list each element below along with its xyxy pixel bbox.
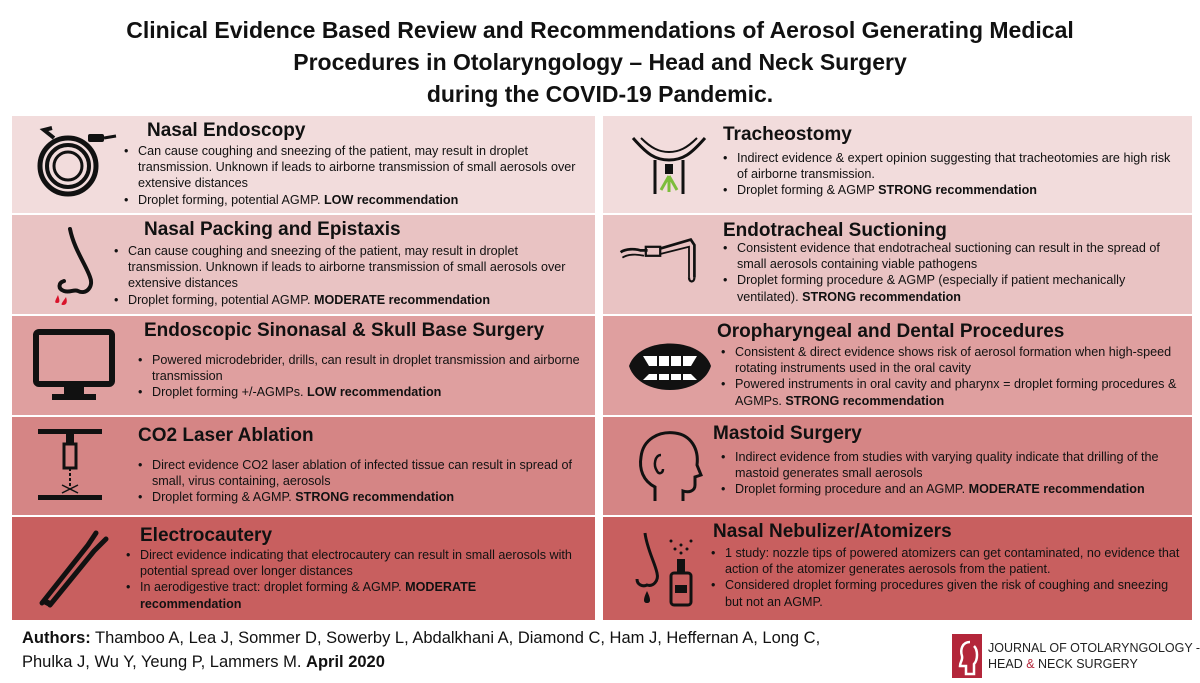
panel-title: Endoscopic Sinonasal & Skull Base Surgery bbox=[144, 320, 545, 341]
bullet: • Can cause coughing and sneezing of the patient, may result in droplet transmission. Unknown if leads to airborne transmission of small aerosols over extensive distances bbox=[124, 143, 582, 192]
panel-title: Nasal Endoscopy bbox=[147, 120, 306, 141]
publication-date: April 2020 bbox=[306, 653, 385, 671]
bullet: • Considered droplet forming procedures given the risk of coughing and sneezing but not an AGMP. bbox=[711, 577, 1187, 609]
bullet: • Indirect evidence from studies with varying quality indicate that drilling of the mastoid generates small aerosols bbox=[721, 449, 1187, 481]
authors-label: Authors: bbox=[22, 629, 91, 647]
panel-electrocautery bbox=[12, 517, 595, 620]
cautery-forceps-icon bbox=[30, 529, 120, 609]
bullet: • Droplet forming & AGMP STRONG recommendation bbox=[723, 182, 1183, 198]
bullet-list bbox=[723, 240, 1185, 305]
title-line-3: during the COVID-19 Pandemic. bbox=[426, 81, 774, 107]
nose-bleed-icon bbox=[30, 225, 120, 305]
bullet-list bbox=[721, 344, 1187, 409]
nose-atomizer-icon bbox=[625, 529, 715, 609]
journal-logo-mark bbox=[952, 634, 982, 678]
panel-title: Nasal Nebulizer/Atomizers bbox=[713, 521, 952, 542]
page-title bbox=[0, 14, 1200, 110]
panel-co2-laser bbox=[12, 417, 595, 515]
head-ear-icon bbox=[625, 425, 715, 505]
bullet: • Direct evidence indicating that electrocautery can result in small aerosols with potential spread over longer distances bbox=[126, 547, 580, 579]
bullet: • Direct evidence CO2 laser ablation of infected tissue can result in spread of small, virus containing, aerosols bbox=[138, 457, 584, 489]
panel-title: Tracheostomy bbox=[723, 124, 852, 145]
panel-title: Endotracheal Suctioning bbox=[723, 220, 947, 241]
bullet: • Consistent & direct evidence shows risk of aerosol formation when high-speed rotating instruments used in the oral cavity bbox=[721, 344, 1187, 376]
monitor-icon bbox=[30, 326, 120, 406]
suction-hand-icon bbox=[617, 223, 707, 303]
bullet: • In aerodigestive tract: droplet forming & AGMP. MODERATE recommendation bbox=[126, 579, 580, 611]
panel-title: Electrocautery bbox=[140, 525, 273, 546]
bullet: • Consistent evidence that endotracheal suctioning can result in the spread of small aerosols containing viable pathogens bbox=[723, 240, 1185, 272]
panel-title: Oropharyngeal and Dental Procedures bbox=[717, 321, 1065, 342]
authors-footer bbox=[22, 626, 852, 674]
bullet-list bbox=[138, 457, 584, 506]
panel-title: Nasal Packing and Epistaxis bbox=[144, 219, 401, 240]
right-column bbox=[603, 116, 1192, 620]
panel-title: CO2 Laser Ablation bbox=[138, 425, 314, 446]
panel-tracheostomy bbox=[603, 116, 1192, 213]
bullet-list bbox=[124, 143, 582, 208]
bullet: • Droplet forming procedure & AGMP (especially if patient mechanically ventilated). STRONG recommendation bbox=[723, 272, 1185, 304]
bullet: • Droplet forming, potential AGMP. MODERATE recommendation bbox=[114, 292, 584, 308]
endoscope-coil-icon bbox=[30, 124, 120, 204]
left-column bbox=[12, 116, 595, 620]
bullet-list bbox=[138, 352, 584, 401]
bullet-list bbox=[114, 243, 584, 308]
bullet: • Droplet forming & AGMP. STRONG recommendation bbox=[138, 489, 584, 505]
mouth-teeth-icon bbox=[625, 326, 715, 406]
bullet-list bbox=[721, 449, 1187, 498]
bullet: • Droplet forming, potential AGMP. LOW recommendation bbox=[124, 192, 582, 208]
panel-nasal-nebulizer bbox=[603, 517, 1192, 620]
bullet: • Droplet forming procedure and an AGMP. MODERATE recommendation bbox=[721, 481, 1187, 497]
bullet-list bbox=[723, 150, 1183, 199]
laser-icon bbox=[30, 425, 120, 505]
title-line-1: Clinical Evidence Based Review and Recommendations of Aerosol Generating Medical bbox=[126, 17, 1074, 43]
bullet: • Powered microdebrider, drills, can result in droplet transmission and airborne transmission bbox=[138, 352, 584, 384]
authors-list: Thamboo A, Lea J, Sommer D, Sowerby L, Abdalkhani A, Diamond C, Ham J, Heffernan A, Long C, Phulka J, Wu Y, Yeung P, Lammers M. bbox=[22, 629, 821, 671]
bullet: • Droplet forming +/-AGMPs. LOW recommendation bbox=[138, 384, 584, 400]
journal-logo bbox=[952, 634, 1200, 678]
panel-endoscopic-sinonasal bbox=[12, 316, 595, 415]
panel-mastoid-surgery bbox=[603, 417, 1192, 515]
panel-title: Mastoid Surgery bbox=[713, 423, 862, 444]
panel-nasal-endoscopy bbox=[12, 116, 595, 213]
panel-nasal-packing bbox=[12, 215, 595, 314]
panel-oropharyngeal-dental bbox=[603, 316, 1192, 415]
panel-endotracheal-suctioning bbox=[603, 215, 1192, 314]
trachea-neck-icon bbox=[625, 124, 715, 204]
bullet: • Can cause coughing and sneezing of the patient, may result in droplet transmission. Unknown if leads to airborne transmission of small aerosols over extensive distances bbox=[114, 243, 584, 292]
bullet: • 1 study: nozzle tips of powered atomizers can get contaminated, no evidence that action of the atomizer generates aerosols from the patient. bbox=[711, 545, 1187, 577]
bullet: • Indirect evidence & expert opinion suggesting that tracheotomies are high risk of airborne transmission. bbox=[723, 150, 1183, 182]
bullet-list bbox=[126, 547, 580, 612]
journal-name: JOURNAL OF OTOLARYNGOLOGY - HEAD & NECK SURGERY bbox=[988, 641, 1200, 671]
bullet: • Powered instruments in oral cavity and pharynx = droplet forming procedures & AGMPs. STRONG recommendation bbox=[721, 376, 1187, 408]
title-line-2: Procedures in Otolaryngology – Head and Neck Surgery bbox=[293, 49, 907, 75]
bullet-list bbox=[711, 545, 1187, 610]
